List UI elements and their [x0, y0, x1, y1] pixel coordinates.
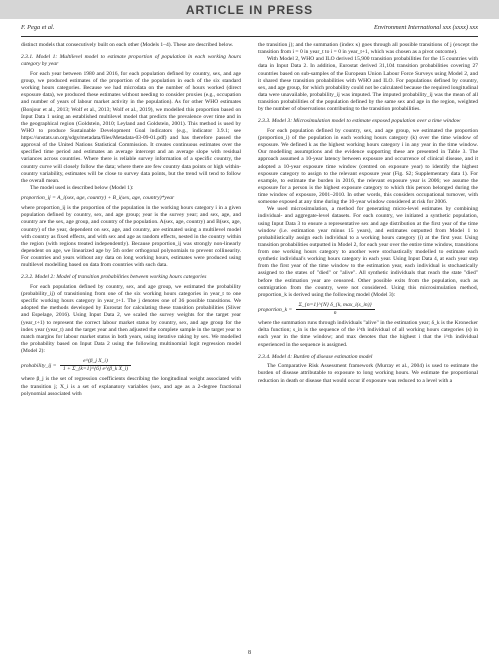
left-column	[21, 42, 241, 398]
header-journal: Environment International xxx (xxxx) xxx	[374, 24, 478, 31]
equation-model-3	[258, 302, 478, 317]
paragraph: For each population defined by country, sex, and age group, we estimated the proportion (proportion_i) of the population in each working hours category (k) over the time window of exposure. We defined k as the highest working hours category i in any year in the time window. Our modelling assumptions and the evidence supporting these are presented in Table 3. The approach assumed a 10-year latency between exposure and occurrence of clinical disease, and it adopted a 10-year exposure time window (centred on exposure year) to identify the highest exposure category to assign to the relevant exposure year (Fig. S2; Supplementary data 1). For example, to estimate the burden in 2016, the relevant exposure year is 2006; we assume the exposure for a person is the highest exposure category to which this person belonged during the time window of exposure, 2001–2010. In other words, this considers occupational turnover, with someone exposed at any time during the 10-year window considered at risk for 2006.	[258, 127, 478, 206]
paragraph: The Comparative Risk Assessment framework (Murray et al., 2004) is used to estimate the burden of disease attributable to exposure to long working hours. We estimate the proportional reduction in death or disease that would occur if exposure was reduced to a level with a	[258, 363, 478, 384]
paragraph: distinct models that consecutively built on each other (Models 1–4). These are described below.	[21, 42, 234, 48]
paragraph: where proportion_ij is the proportion of the population in the working hours category i in a given population defined by country, sex, and age group; year is the survey year; and sex, age, and country are the sex, age group, and country of the population. A(sex, age, country) and B(sex, age, country) of the year, dependent on sex, age, and country, are estimated using a multilevel model with country as fixed effects, and with sex and age as random effects, nested in the country within the region (with regions treated independently). Because proportion_ij was strongly non-linearly dependent on age, we linearized age by 5th order orthogonal polynomials to prevent collinearity. For countries and years without any data on long working hours, estimates were produced using multilevel modelling based on data from countries with such data.	[21, 205, 241, 269]
paragraph: The model used is described below (Model 1):	[30, 184, 134, 191]
equation-lhs: probability_ij =	[21, 363, 57, 370]
equation-numerator: e^(β_j X_i)	[60, 358, 131, 366]
paragraph: the transition j); and the summation (index κ) goes through all possible transitions of j (except the transition from i = 0 in year_t to i = 0 in year_t+1, which was chosen as a pivot outcome).	[258, 42, 478, 56]
equation-denominator: 1 + Σ_{k=1}^{6} e^(β_k X_i)	[62, 366, 129, 373]
header-authors: F. Pega et al.	[21, 24, 55, 31]
equation-model-2	[21, 358, 241, 373]
paragraph: For each year between 1980 and 2016, for each population defined by country, sex, and age group, we produced estimates of the proportion of the population in each of the six standard working hours categories. Because we had microdata on the number of hours worked (direct exposure data), we produced these estimates without needing to consider proxies (e.g., occupation and number of years of labour market activity in the population). As for other WHO estimates (Bonjour et al., 2013; Wolf et al., 2013; Wolf et al., 2019), we modelled this proportion based on Input Data 1 using an established multilevel model that predicts the prevalence over time and in the geographical region (Goldstein, 2010; Leyland and Goldstein, 2001). This method is used by WHO to produce Sustainable Development Goal indicators (e.g., indicator 3.9.1; see https://unstats.un.org/sdgs/metadata/files/Metadata-03-09-01.pdf) and has therefore passed the approval of the United Nations Statistical Commission. It creates continuous estimates over the specified time period and estimates an average intercept and an average slope with residual variances across countries. Where there is reliable survey information of a specific country, the country curve will closely follow the data; where there are few country data points or high within-country variability, estimates will be close to survey data points, but the trend will tend to follow the overall mean.	[21, 70, 241, 184]
equation-model-1: proportion_ij = A_i(sex, age, country) + B_i(sex, age, country)*year	[21, 195, 175, 201]
right-column	[258, 42, 478, 385]
paragraph: With Model 2, WHO and ILO derived 15,900 transition probabilities for the 15 countries with data in Input Data 2. In addition, Eurostat derived 31,104 transition probabilities covering 27 countries based on sub-samples of the European Union Labour Force Surveys using Model 2, and it shared these transition probabilities with WHO and ILO. For populations defined by country, sex, and age group, for which probability could not be calculated because the required longitudinal data were unavailable, probability_ij was imputed. The imputed probability_ij was the mean of all transition probabilities of the population defined by the same sex and age in the region, weighted by the number of observations contributing to the transition probabilities.	[258, 56, 478, 113]
equation-fraction	[60, 358, 131, 373]
paragraph: where β_j is the set of regression coefficients describing the longitudinal weight associated with the transition j; X_i is a set of explanatory variables (sex, and age as a 2-degree fractional polynomial associated with	[21, 376, 241, 397]
paragraph: We used microsimulation, a method for generating micro-level estimates by combining individual- and aggregate-level datasets. For each country, we initiated a synthetic population, using Input Data 3 to ensure a representative sex and age distribution at the first year of the time window (i.e. estimation year minus 15 years), and estimates outputted from Model 1 to probabilistically assign each individual to a working hours category (i) at the first year. Using transition probabilities outputted in Model 2, for each year over the entire time window, transitions from one working hours category to another were stochastically modelled to estimate each synthetic individual's working hours category in each year. Using Input Data 4, at each year step from the first year of the time window to the estimation year, each individual is stochastically assigned to the states of "died" or "alive". All synthetic individuals that reach the state "died" before the estimation year are censored. Other possible exits from the population, such as outmigration from the country, were not considered. Using this microsimulation method, proportion_k is derived using the following model (Model 3):	[258, 206, 478, 298]
section-heading: 2.3.4. Model 4: Burden of disease estimation model	[258, 353, 373, 360]
section-heading: 2.3.2. Model 2: Model of transition probabilities between working hours categories	[21, 274, 207, 281]
paragraph: where the summation runs through individuals "alive" in the estimation year; δ_k is the Kronecker delta function; s_in is the sequence of the i^th individual of all working hours categories (s) in each year in the time window; and max denotes that the highest i that the i^th individual experienced in the sequence is assigned.	[258, 320, 478, 348]
equation-denominator: n	[333, 310, 337, 316]
section-heading: 2.3.3. Model 3: Microsimulation model to estimate exposed population over a time window	[258, 118, 461, 125]
equation-numerator: Σ_{n=1}^{N} δ_{k, max_i(s_in)}	[296, 302, 375, 310]
page-number: 8	[248, 650, 251, 656]
paragraph: For each population defined by country, sex, and age group, we estimated the probability (probability_ij) of transitioning from one of the six working hours categories in year_t to one specific working hours category in year_t+1. The j denotes one of 36 possible transitions. We adopted the methods developed by Eurostat for calculating these transition probabilities (Sliver and Espelage, 2016). Using Input Data 2, we scaled the survey weights for the target year (year_t+1) to represent the correct labour market status by country, sex, and age group for the index year (year_t) and the target year and then adjusted the complete sample in the target year to match margins for labour market status in both years, using iterative raking by sex. We modelled the probability based on Input Data 2 using the following multinomial logit regression model (Model 2):	[21, 283, 241, 354]
equation-fraction	[296, 302, 375, 317]
running-header	[21, 24, 478, 34]
equation-lhs: proportion_k =	[258, 306, 293, 313]
article-in-press-banner: ARTICLE IN PRESS	[0, 0, 499, 19]
section-heading: 2.3.1. Model 1: Multilevel model to estimate proportion of population in each working hours category by year	[21, 54, 241, 68]
header-rule	[21, 36, 478, 37]
